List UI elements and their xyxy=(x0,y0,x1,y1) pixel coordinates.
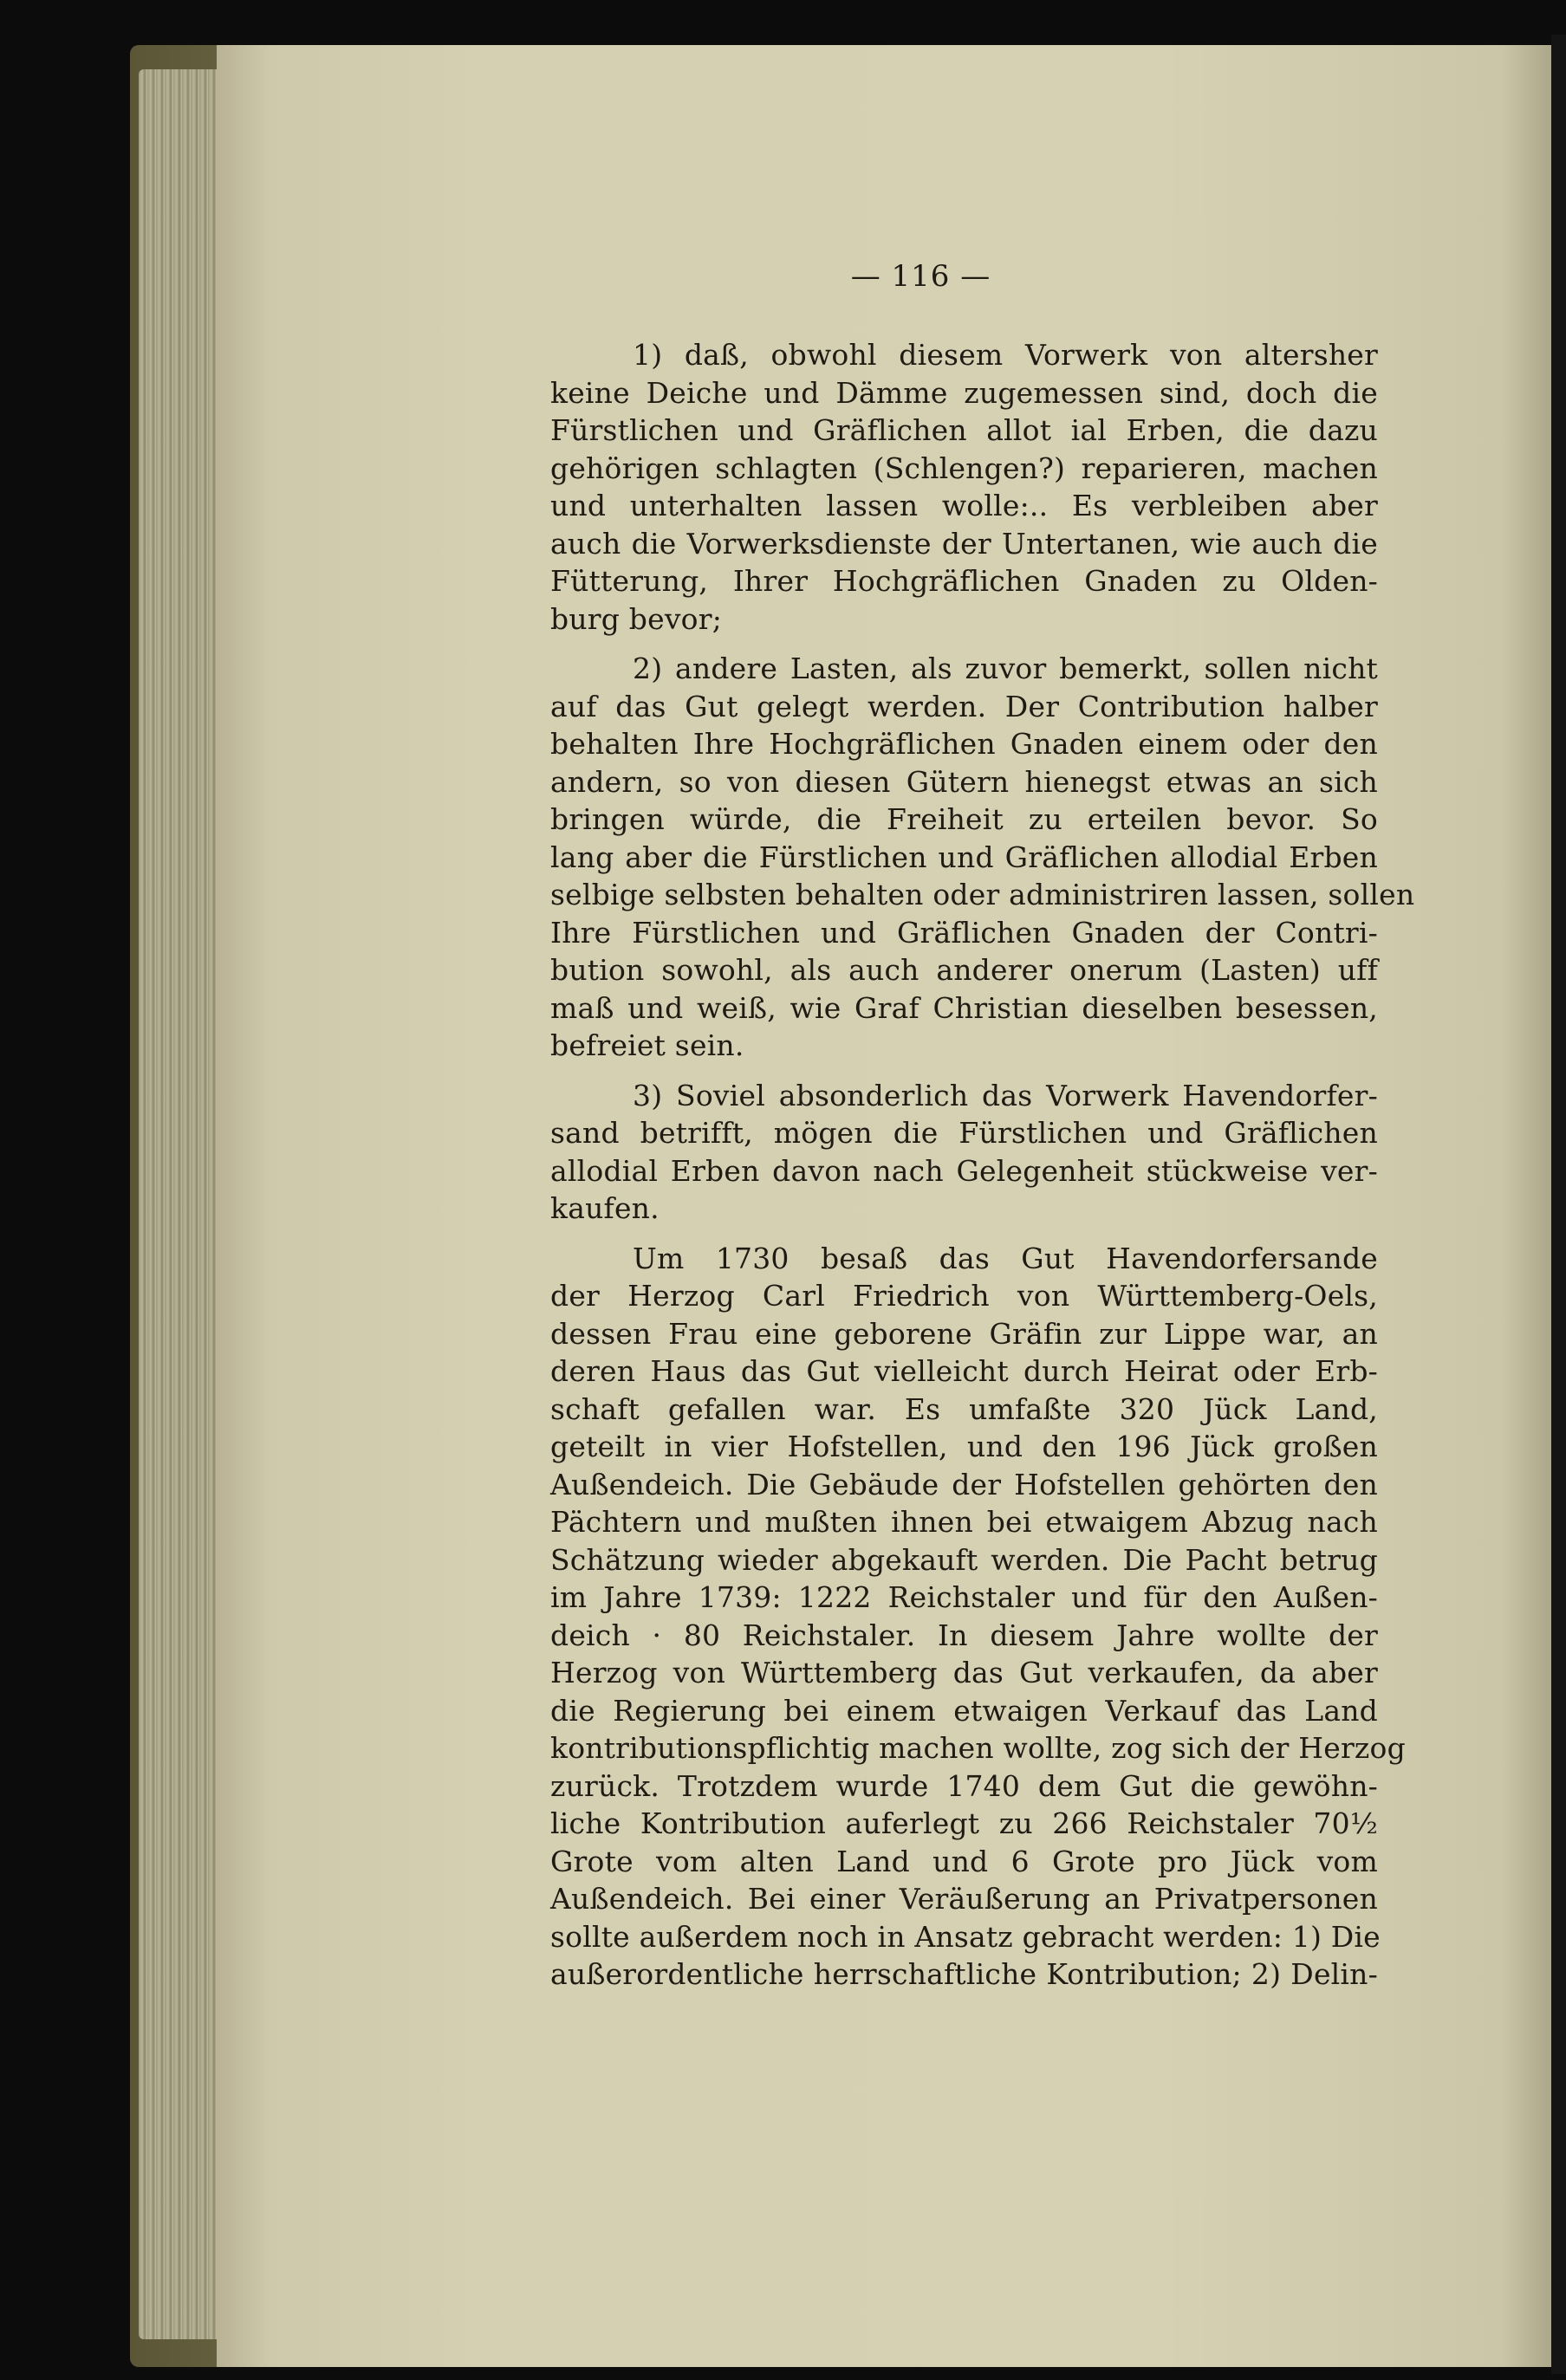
text-line: auf das Gut gelegt werden. Der Contribution halber xyxy=(550,689,1378,723)
text-line: Um 1730 besaß das Gut Havendorfersande xyxy=(633,1241,1378,1275)
text-line: der Herzog Carl Friedrich von Württemberg-Oels, xyxy=(550,1279,1378,1313)
text-line: 3) Soviel absonderlich das Vorwerk Havendorfer- xyxy=(633,1078,1378,1112)
body-text xyxy=(550,336,1415,1994)
text-line: im Jahre 1739: 1222 Reichstaler und für den Außen- xyxy=(550,1580,1378,1614)
page-number: — 116 — xyxy=(850,259,991,294)
text-line: liche Kontribution auferlegt zu 266 Reichstaler 70½ xyxy=(550,1806,1378,1840)
text-line: kaufen. xyxy=(550,1191,660,1225)
text-line: schaft gefallen war. Es umfaßte 320 Jück Land, xyxy=(550,1391,1378,1426)
text-line: maß und weiß, wie Graf Christian dieselben besessen, xyxy=(550,990,1378,1025)
text-line: Fürstlichen und Gräflichen allot ial Erben, die dazu xyxy=(550,413,1378,447)
text-line: bution sowohl, als auch anderer onerum (Lasten) uff xyxy=(550,953,1378,987)
text-line: deich · 80 Reichstaler. In diesem Jahre wollte der xyxy=(550,1618,1378,1652)
paragraph-1 xyxy=(550,336,1378,638)
paragraph-4 xyxy=(550,1240,1406,1994)
text-line: Pächtern und mußten ihnen bei etwaigem Abzug nach xyxy=(550,1505,1378,1539)
text-line: selbige selbsten behalten oder administriren lassen, sollen xyxy=(550,878,1415,911)
book-gutter xyxy=(1551,35,1566,2374)
text-line: zurück. Trotzdem wurde 1740 dem Gut die gewöhn- xyxy=(550,1768,1378,1803)
text-line: behalten Ihre Hochgräflichen Gnaden einem oder den xyxy=(550,727,1378,761)
text-line: Außendeich. Bei einer Veräußerung an Privatpersonen xyxy=(550,1882,1378,1916)
text-line: allodial Erben davon nach Gelegenheit stückweise ver- xyxy=(550,1153,1378,1188)
text-line: Außendeich. Die Gebäude der Hofstellen gehörten den xyxy=(550,1467,1378,1501)
text-line: lang aber die Fürstlichen und Gräflichen allodial Erben xyxy=(550,840,1378,874)
text-line: bringen würde, die Freiheit zu erteilen bevor. So xyxy=(550,802,1378,836)
text-line: kontributionspflichtig machen wollte, zog sich der Herzog xyxy=(550,1731,1406,1765)
text-line: und unterhalten lassen wolle:.. Es verbleiben aber xyxy=(550,489,1378,522)
text-line: Herzog von Württemberg das Gut verkaufen, da aber xyxy=(550,1656,1378,1689)
text-line: andern, so von diesen Gütern hienegst etwas an sich xyxy=(550,764,1378,799)
text-line: 1) daß, obwohl diesem Vorwerk von altersher xyxy=(633,338,1378,372)
paragraph-3 xyxy=(550,1077,1378,1228)
text-line: dessen Frau eine geborene Gräfin zur Lippe war, an xyxy=(550,1316,1378,1351)
text-line: gehörigen schlagten (Schlengen?) reparieren, machen xyxy=(550,451,1378,485)
text-line: Schätzung wieder abgekauft werden. Die Pacht betrug xyxy=(550,1542,1378,1577)
text-line: auch die Vorwerksdienste der Untertanen, wie auch die xyxy=(550,526,1378,561)
text-line: die Regierung bei einem etwaigen Verkauf das Land xyxy=(550,1693,1378,1728)
text-line: sand betrifft, mögen die Fürstlichen und Gräflichen xyxy=(550,1116,1378,1150)
text-line: Grote vom alten Land und 6 Grote pro Jück vom xyxy=(550,1844,1378,1878)
text-line: keine Deiche und Dämme zugemessen sind, doch die xyxy=(550,375,1378,410)
text-line: Ihre Fürstlichen und Gräflichen Gnaden der Contri- xyxy=(550,915,1378,950)
text-line: außerordentliche herrschaftliche Kontribution; 2) Delin- xyxy=(550,1957,1378,1991)
text-line: deren Haus das Gut vielleicht durch Heirat oder Erb- xyxy=(550,1354,1378,1388)
text-line: 2) andere Lasten, als zuvor bemerkt, sollen nicht xyxy=(633,652,1378,685)
text-line: befreiet sein. xyxy=(550,1028,744,1062)
text-line: sollte außerdem noch in Ansatz gebracht werden: 1) Die xyxy=(550,1919,1381,1954)
paragraph-2 xyxy=(550,650,1415,1065)
text-line: geteilt in vier Hofstellen, und den 196 Jück großen xyxy=(550,1430,1378,1463)
text-line: Fütterung, Ihrer Hochgräflichen Gnaden zu Olden- xyxy=(550,564,1378,598)
text-line: burg bevor; xyxy=(550,601,723,636)
